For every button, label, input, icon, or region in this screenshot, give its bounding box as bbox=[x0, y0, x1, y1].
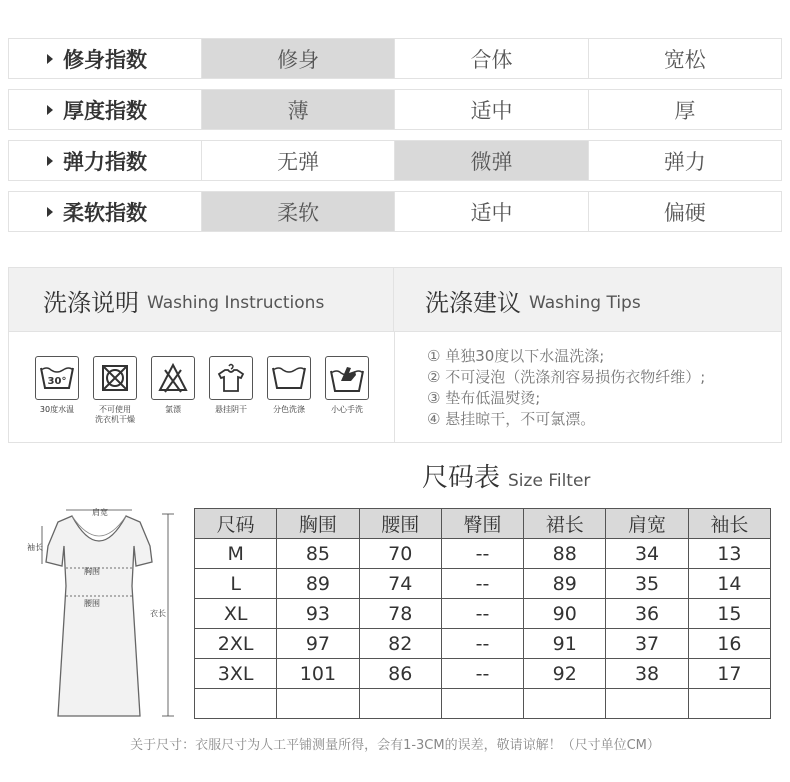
care-item bbox=[203, 356, 259, 415]
care-caption: 氯漂 bbox=[165, 405, 181, 414]
table-cell: 3XL bbox=[195, 659, 277, 689]
length-label: 衣长 bbox=[150, 609, 166, 618]
care-item bbox=[145, 356, 201, 415]
care-item bbox=[261, 356, 317, 415]
tip-item: ① 单独30度以下水温洗涤; bbox=[427, 347, 605, 365]
wash-separately-icon bbox=[267, 356, 311, 400]
size-table bbox=[194, 508, 771, 719]
table-cell: 92 bbox=[524, 659, 606, 689]
table-cell: 90 bbox=[524, 599, 606, 629]
care-caption: 不可使用 洗衣机干燥 bbox=[95, 405, 135, 424]
table-cell: 14 bbox=[688, 569, 770, 599]
elasticity-option: 微弹 bbox=[395, 141, 588, 180]
table-cell bbox=[441, 689, 523, 719]
fit-option: 修身 bbox=[202, 39, 395, 78]
sleeve-label: 袖长 bbox=[27, 543, 43, 552]
size-chart-title: 尺码表 Size Filter bbox=[422, 463, 591, 493]
washing-header bbox=[9, 268, 781, 332]
column-header: 胸围 bbox=[277, 509, 359, 539]
fit-index-label: 修身指数 bbox=[9, 39, 202, 78]
table-cell: -- bbox=[441, 599, 523, 629]
table-cell: 88 bbox=[524, 539, 606, 569]
table-row bbox=[195, 569, 771, 599]
table-cell: 15 bbox=[688, 599, 770, 629]
thickness-index-row bbox=[8, 89, 782, 130]
table-cell: 85 bbox=[277, 539, 359, 569]
column-header: 肩宽 bbox=[606, 509, 688, 539]
table-cell bbox=[359, 689, 441, 719]
softness-option: 偏硬 bbox=[663, 200, 706, 225]
waist-label: 腰围 bbox=[84, 599, 100, 608]
care-item bbox=[87, 356, 143, 425]
table-cell: XL bbox=[195, 599, 277, 629]
softness-index-row bbox=[8, 191, 782, 232]
washing-instructions-title: 洗涤说明 Washing Instructions bbox=[9, 268, 394, 332]
hang-dry-shade-icon bbox=[209, 356, 253, 400]
column-header: 尺码 bbox=[195, 509, 277, 539]
table-cell: 82 bbox=[359, 629, 441, 659]
table-cell: 91 bbox=[524, 629, 606, 659]
table-cell: 13 bbox=[688, 539, 770, 569]
table-row bbox=[195, 539, 771, 569]
table-cell: -- bbox=[441, 539, 523, 569]
table-cell bbox=[277, 689, 359, 719]
washing-tips-title: 洗涤建议 Washing Tips bbox=[425, 288, 641, 317]
table-cell: 2XL bbox=[195, 629, 277, 659]
table-cell: 17 bbox=[688, 659, 770, 689]
table-row bbox=[195, 689, 771, 719]
fit-option: 宽松 bbox=[663, 47, 706, 72]
table-cell: 89 bbox=[524, 569, 606, 599]
elasticity-index-label: 弹力指数 bbox=[9, 141, 202, 180]
table-cell: 78 bbox=[359, 599, 441, 629]
thickness-option: 薄 bbox=[202, 90, 395, 129]
table-cell: 70 bbox=[359, 539, 441, 569]
thickness-option: 适中 bbox=[395, 90, 588, 129]
softness-option: 适中 bbox=[395, 192, 588, 231]
arrow-right-icon bbox=[47, 156, 53, 166]
thickness-option: 厚 bbox=[674, 98, 696, 123]
table-cell: 86 bbox=[359, 659, 441, 689]
table-cell: 89 bbox=[277, 569, 359, 599]
washing-tips-list bbox=[427, 346, 777, 430]
elasticity-option: 弹力 bbox=[663, 149, 706, 174]
tip-item: ② 不可浸泡（洗涤剂容易损伤衣物纤维）; bbox=[427, 368, 706, 386]
table-cell: 97 bbox=[277, 629, 359, 659]
thickness-index-label: 厚度指数 bbox=[9, 90, 202, 129]
washing-panel bbox=[8, 267, 782, 443]
divider bbox=[394, 332, 395, 443]
arrow-right-icon bbox=[47, 105, 53, 115]
table-cell: 74 bbox=[359, 569, 441, 599]
table-row bbox=[195, 659, 771, 689]
tip-item: ④ 悬挂晾干，不可氯漂。 bbox=[427, 410, 596, 428]
arrow-right-icon bbox=[47, 54, 53, 64]
table-cell: -- bbox=[441, 659, 523, 689]
wash-30-icon-text: 30° bbox=[47, 376, 67, 387]
column-header: 腰围 bbox=[359, 509, 441, 539]
care-caption: 分色洗涤 bbox=[273, 405, 305, 414]
table-cell: 93 bbox=[277, 599, 359, 629]
care-item bbox=[29, 356, 85, 415]
dress-outline bbox=[46, 516, 152, 716]
table-cell bbox=[606, 689, 688, 719]
table-row bbox=[195, 599, 771, 629]
table-cell: M bbox=[195, 539, 277, 569]
column-header: 袖长 bbox=[688, 509, 770, 539]
column-header: 裙长 bbox=[524, 509, 606, 539]
table-cell: 38 bbox=[606, 659, 688, 689]
size-footnote: 关于尺寸：衣服尺寸为人工平铺测量所得，会有1-3CM的误差，敬请谅解！（尺寸单位CM） bbox=[130, 738, 660, 753]
elasticity-index-row bbox=[8, 140, 782, 181]
table-cell: L bbox=[195, 569, 277, 599]
care-caption: 小心手洗 bbox=[331, 405, 363, 414]
elasticity-option: 无弹 bbox=[202, 141, 395, 180]
table-cell bbox=[688, 689, 770, 719]
care-caption: 30度水温 bbox=[39, 405, 75, 414]
table-cell: 37 bbox=[606, 629, 688, 659]
fit-index-row bbox=[8, 38, 782, 79]
tip-item: ③ 垫布低温熨烫; bbox=[427, 389, 541, 407]
table-cell bbox=[524, 689, 606, 719]
care-caption: 悬挂阴干 bbox=[215, 405, 247, 414]
table-cell: -- bbox=[441, 569, 523, 599]
table-cell: 34 bbox=[606, 539, 688, 569]
arrow-right-icon bbox=[47, 207, 53, 217]
table-cell: -- bbox=[441, 629, 523, 659]
softness-option: 柔软 bbox=[202, 192, 395, 231]
no-bleach-icon bbox=[151, 356, 195, 400]
table-row bbox=[195, 629, 771, 659]
table-cell: 16 bbox=[688, 629, 770, 659]
no-machine-dry-icon bbox=[93, 356, 137, 400]
column-header: 臀围 bbox=[441, 509, 523, 539]
table-cell: 35 bbox=[606, 569, 688, 599]
table-cell bbox=[195, 689, 277, 719]
table-cell: 101 bbox=[277, 659, 359, 689]
fit-option: 合体 bbox=[395, 39, 588, 78]
care-item bbox=[319, 356, 375, 415]
chest-label: 胸围 bbox=[84, 567, 100, 576]
table-header-row bbox=[195, 509, 771, 539]
table-cell: 36 bbox=[606, 599, 688, 629]
wash-30-icon bbox=[35, 356, 79, 400]
softness-index-label: 柔软指数 bbox=[9, 192, 202, 231]
hand-wash-icon bbox=[325, 356, 369, 400]
shoulder-label: 肩宽 bbox=[92, 508, 108, 517]
dress-measurement-diagram bbox=[22, 506, 182, 720]
